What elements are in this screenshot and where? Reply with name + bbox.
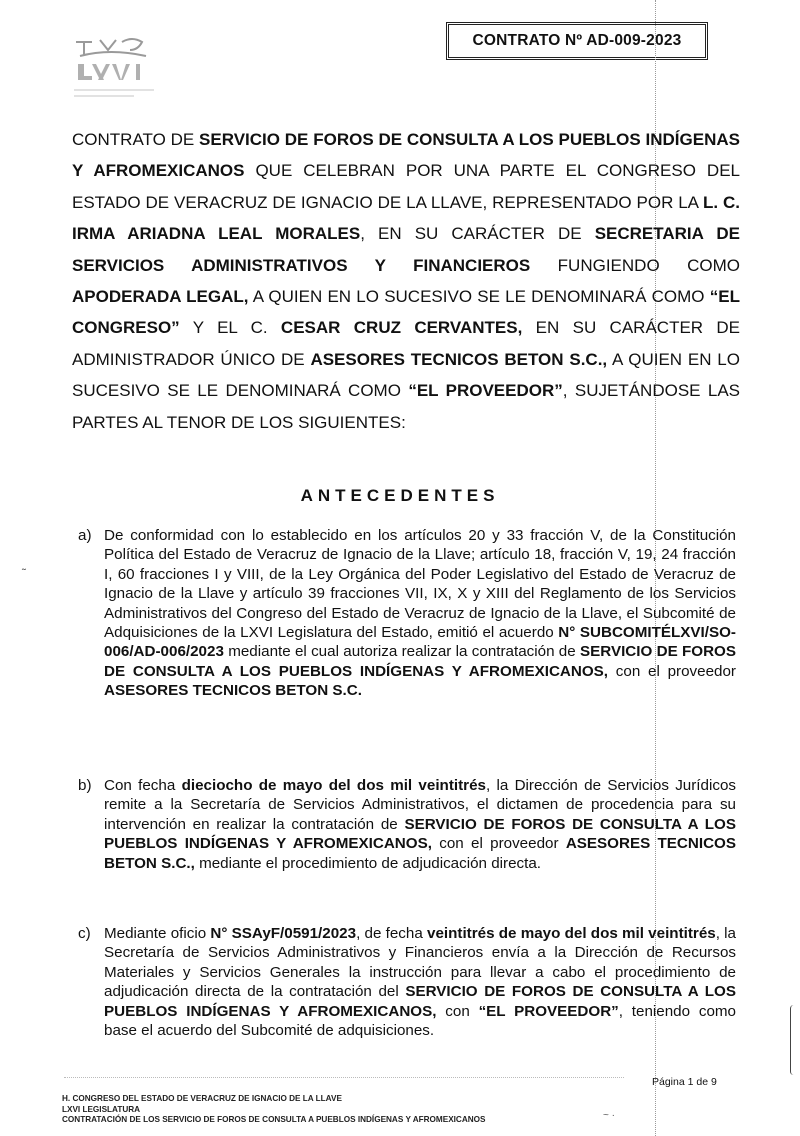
- scan-dotted-rule: [64, 1077, 624, 1084]
- page-number: Página 1 de 9: [652, 1076, 717, 1088]
- footer-line: LXVI LEGISLATURA: [62, 1104, 141, 1114]
- scan-mark: ˜: [22, 566, 26, 580]
- item-text: Con fecha dieciocho de mayo del dos mil veintitrés, la Dirección de Servicios Jurídicos remite a la Secretaría de Servicios Administrativos, el dictamen de procedencia para su intervención en realizar la contratación de SERVICIO DE FOROS DE CONSULTA A LOS PUEBLOS INDÍGENAS Y AFROMEXICANOS, con el proveedor ASESORES TECNICOS BETON S.C., mediante el procedimiento de adjudicación directa.: [104, 777, 736, 872]
- footer-line: CONTRATACIÓN DE LOS SERVICIO DE FOROS DE CONSULTA A PUEBLOS INDÍGENAS Y AFROMEXICANOS: [62, 1115, 486, 1124]
- item-text: Mediante oficio N° SSAyF/0591/2023, de fecha veintitrés de mayo del dos mil veintitrés, la Secretaría de Servicios Administrativos y Financieros envía a la Dirección de Recursos Materiales y Servicios Generales la instrucción para llevar a cabo el procedimiento de adjudicación directa de la contratación del SERVICIO DE FOROS DE CONSULTA A LOS PUEBLOS INDÍGENAS Y AFROMEXICANOS, con “EL PROVEEDOR”, teniendo como base el acuerdo del Subcomité de adquisiciones.: [104, 925, 737, 1040]
- contract-intro-paragraph: CONTRATO DE SERVICIO DE FOROS DE CONSULTA A LOS PUEBLOS INDÍGENAS Y AFROMEXICANOS QUE CELEBRAN POR UNA PARTE EL CONGRESO DEL ESTADO DE VERACRUZ DE IGNACIO DE LA LLAVE, REPRESENTADO POR LA L. C. IRMA ARIADNA LEAL MORALES, EN SU CARÁCTER DE SECRETARIA DE SERVICIOS ADMINISTRATIVOS Y FINANCIEROS FUNGIENDO COMO APODERADA LEGAL, A QUIEN EN LO SUCESIVO SE LE DENOMINARÁ COMO “EL CONGRESO” Y EL C. CESAR CRUZ CERVANTES, EN SU CARÁCTER DE ADMINISTRADOR ÚNICO DE ASESORES TECNICOS BETON S.C., A QUIEN EN LO SUCESIVO SE LE DENOMINARÁ COMO “EL PROVEEDOR”, SUJETÁNDOSE LAS PARTES AL TENOR DE LOS SIGUIENTES:: [72, 130, 741, 432]
- antecedent-item-b: [78, 776, 736, 873]
- item-label: a): [78, 527, 92, 544]
- item-text: De conformidad con lo establecido en los artículos 20 y 33 fracción V, de la Constitución Política del Estado de Veracruz de Ignacio de la Llave; artículo 18, fracción V, 19, 24 fracción I, 60 fracciones I y VIII, de la Ley Orgánica del Poder Legislativo del Estado de Veracruz de Ignacio de la Llave y artículo 39 fracciones VII, IX, X y XIII del Reglamento de los Servicios Administrativos del Congreso del Estado de Veracruz de Ignacio de la Llave, el Subcomité de Adquisiciones de la LXVI Legislatura del Estado, emitió el acuerdo N° SUBCOMITÉLXVI/SO-006/AD-006/2023 mediante el cual autoriza realizar la contratación de SERVICIO DE FOROS DE CONSULTA A LOS PUEBLOS INDÍGENAS Y AFROMEXICANOS, con el proveedor ASESORES TECNICOS BETON S.C.: [104, 527, 736, 700]
- contract-number-box: [446, 22, 708, 60]
- scan-mark: ~ ·: [603, 1110, 615, 1121]
- antecedent-item-c: [78, 924, 736, 1040]
- congress-logo-icon: [70, 34, 158, 104]
- page-footer: [62, 1094, 582, 1126]
- signature-stroke-mark: [790, 1005, 797, 1075]
- antecedent-item-a: [78, 526, 736, 701]
- item-label: b): [78, 777, 92, 794]
- contract-number: CONTRATO Nº AD-009-2023: [472, 32, 682, 49]
- item-label: c): [78, 925, 91, 942]
- footer-line: H. CONGRESO DEL ESTADO DE VERACRUZ DE IGNACIO DE LA LLAVE: [62, 1094, 342, 1103]
- section-title-antecedentes: ANTECEDENTES: [300, 486, 500, 505]
